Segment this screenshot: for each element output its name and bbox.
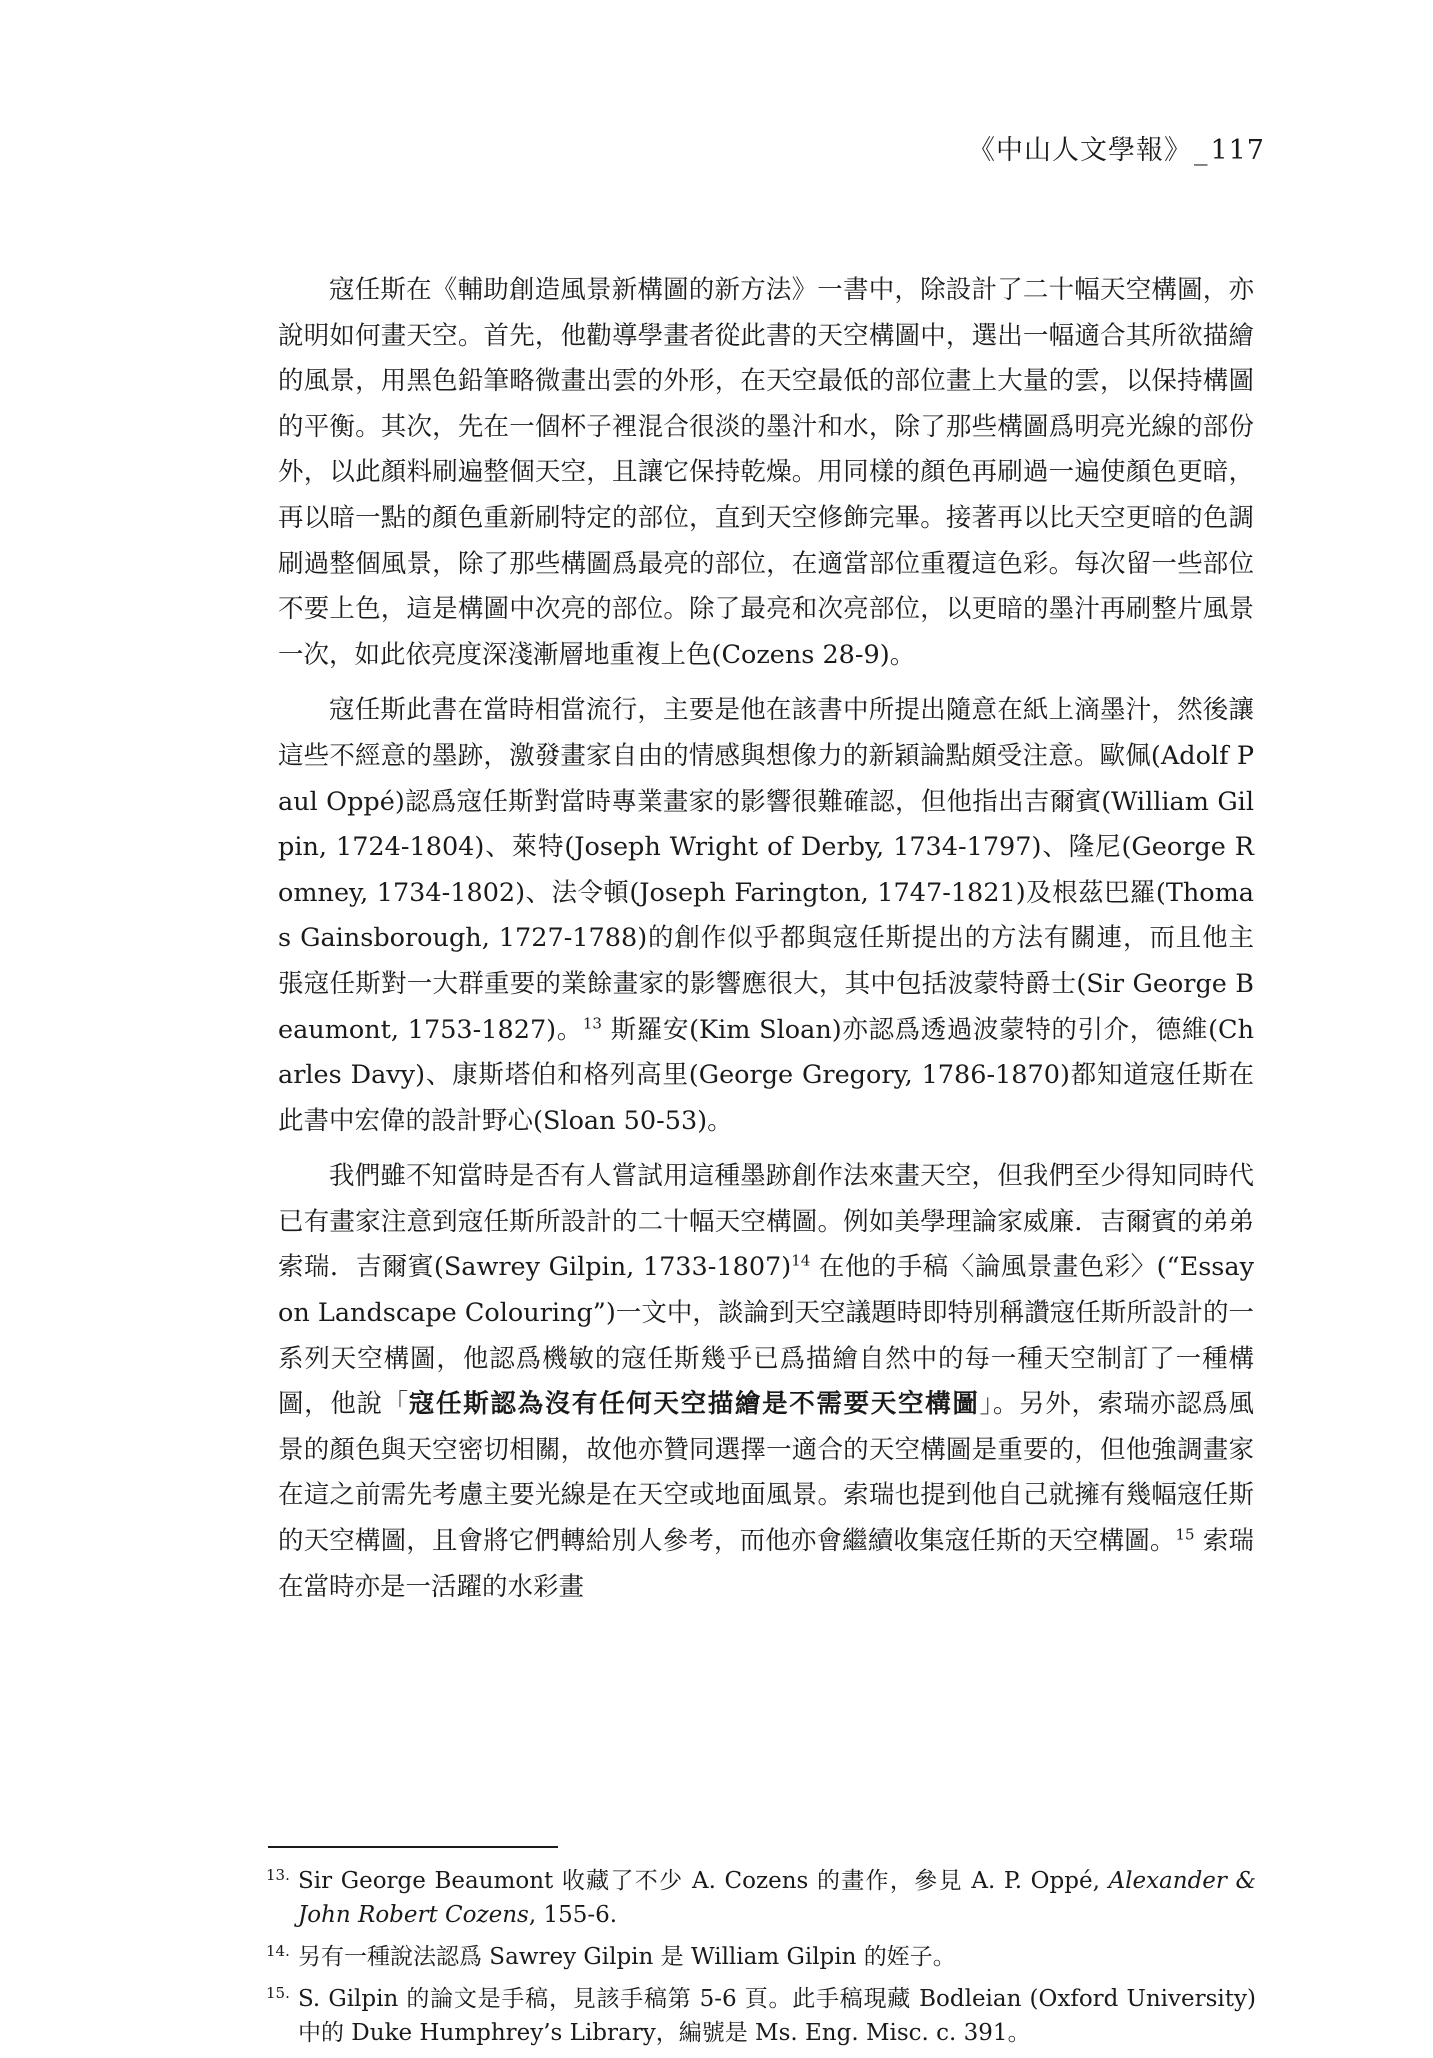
paragraph-3 (278, 1154, 1254, 1610)
footnote-ref-14[interactable]: 14 (791, 1251, 811, 1270)
footnote-15 (266, 1982, 1256, 2050)
paragraph-2 (278, 688, 1254, 1144)
journal-title: 《中山人文學報》 (967, 135, 1192, 166)
gilpin-quote: 寇任斯認為沒有任何天空描繪是不需要天空構圖 (408, 1389, 980, 1420)
footnote-13-text-a: Sir George Beaumont 收藏了不少 A. Cozens 的畫作，參見 A. P. Oppé, (298, 1868, 1109, 1894)
paragraph-3-text-c: 」。另外，索瑞亦認爲風景的顏色與天空密切相關，故他亦贊同選擇一適合的天空構圖是重要的，但他強調畫家在這之前需先考慮主要光線是在天空或地面風景。索瑞也提到他自己就擁有幾幅寇任斯的天空構圖，且會將它們轉給別人參考，而他亦會繼續收集寇任斯的天空構圖。 (278, 1389, 1254, 1557)
footnote-14-text: 另有一種說法認爲 Sawrey Gilpin 是 William Gilpin 的姪子。 (298, 1944, 956, 1970)
footnote-15-number: 15. (266, 1984, 290, 2002)
header-separator: _ (1193, 135, 1209, 166)
paragraph-1 (278, 268, 1254, 678)
footnote-15-text: S. Gilpin 的論文是手稿，見該手稿第 5-6 頁。此手稿現藏 Bodleian (Oxford University) 中的 Duke Humphrey’s Library，編號是 Ms. Eng. Misc. c. 391。 (298, 1986, 1256, 2046)
footnote-14-number: 14. (266, 1942, 290, 1960)
body-text (278, 268, 1254, 1620)
footnote-14 (266, 1940, 1256, 1974)
paragraph-3-text-d: 索瑞在當時亦是一活躍的水彩畫 (278, 1526, 1254, 1602)
footnote-13 (266, 1864, 1256, 1932)
running-header (968, 128, 1265, 167)
footnote-ref-15[interactable]: 15 (1175, 1525, 1195, 1544)
footnote-13-number: 13. (266, 1866, 290, 1884)
footnote-divider (268, 1846, 558, 1848)
footnote-13-book-title: Alexander & John Robert Cozens (298, 1868, 1256, 1928)
page-number: 117 (1210, 135, 1265, 166)
paragraph-2-text-b: 斯羅安(Kim Sloan)亦認爲透過波蒙特的引介，德維(Charles Davy)、康斯塔伯和格列高里(George Gregory, 1786-1870)都知道寇任斯在此書中宏偉的設計野心(Sloan 50-53)。 (278, 1014, 1254, 1136)
footnote-ref-13[interactable]: 13 (582, 1014, 602, 1032)
paragraph-3-text-b: 在他的手稿〈論風景畫色彩〉(“Essay on Landscape Colouring”)一文中，談論到天空議題時即特別稱讚寇任斯所設計的一系列天空構圖，他認爲機敏的寇任斯幾乎已爲描繪自然中的每一種天空制訂了一種構圖，他說「 (278, 1252, 1254, 1420)
paragraph-1-text: 寇任斯在《輔助創造風景新構圖的新方法》一書中，除設計了二十幅天空構圖，亦說明如何畫天空。首先，他勸導學畫者從此書的天空構圖中，選出一幅適合其所欲描繪的風景，用黑色鉛筆略微畫出雲的外形，在天空最低的部位畫上大量的雲，以保持構圖的平衡。其次，先在一個杯子裡混合很淡的墨汁和水，除了那些構圖爲明亮光線的部份外，以此顏料刷遍整個天空，且讓它保持乾燥。用同樣的顏色再刷過一遍使顏色更暗，再以暗一點的顏色重新刷特定的部位，直到天空修飾完畢。接著再以比天空更暗的色調刷過整個風景，除了那些構圖爲最亮的部位，在適當部位重覆這色彩。每次留一些部位不要上色，這是構圖中次亮的部位。除了最亮和次亮部位，以更暗的墨汁再刷整片風景一次，如此依亮度深淺漸層地重複上色(Cozens 28-9)。 (278, 275, 1254, 670)
paragraph-2-text-a: 寇任斯此書在當時相當流行，主要是他在該書中所提出隨意在紙上滴墨汁，然後讓這些不經意的墨跡，激發畫家自由的情感與想像力的新穎論點頗受注意。歐佩(Adolf Paul Oppé)認爲寇任斯對當時專業畫家的影響很難確認，但他指出吉爾賓(William Gilpin, 1724-1804)、萊特(Joseph Wright of Derby, 1734-1797)、隆尼(George Romney, 1734-1802)、法令頓(Joseph Farington, 1747-1821)及根茲巴羅(Thomas Gainsborough, 1727-1788)的創作似乎都與寇任斯提出的方法有關連，而且他主張寇任斯對一大群重要的業餘畫家的影響應很大，其中包括波蒙特爵士(Sir George Beaumont, 1753-1827)。 (278, 695, 1254, 1045)
footnotes (266, 1864, 1256, 2058)
footnote-13-text-b: , 155-6. (528, 1902, 618, 1928)
paragraph-3-text-a: 我們雖不知當時是否有人嘗試用這種墨跡創作法來畫天空，但我們至少得知同時代已有畫家注意到寇任斯所設計的二十幅天空構圖。例如美學理論家威廉．吉爾賓的弟弟索瑞．吉爾賓(Sawrey Gilpin, 1733-1807) (278, 1161, 1254, 1283)
